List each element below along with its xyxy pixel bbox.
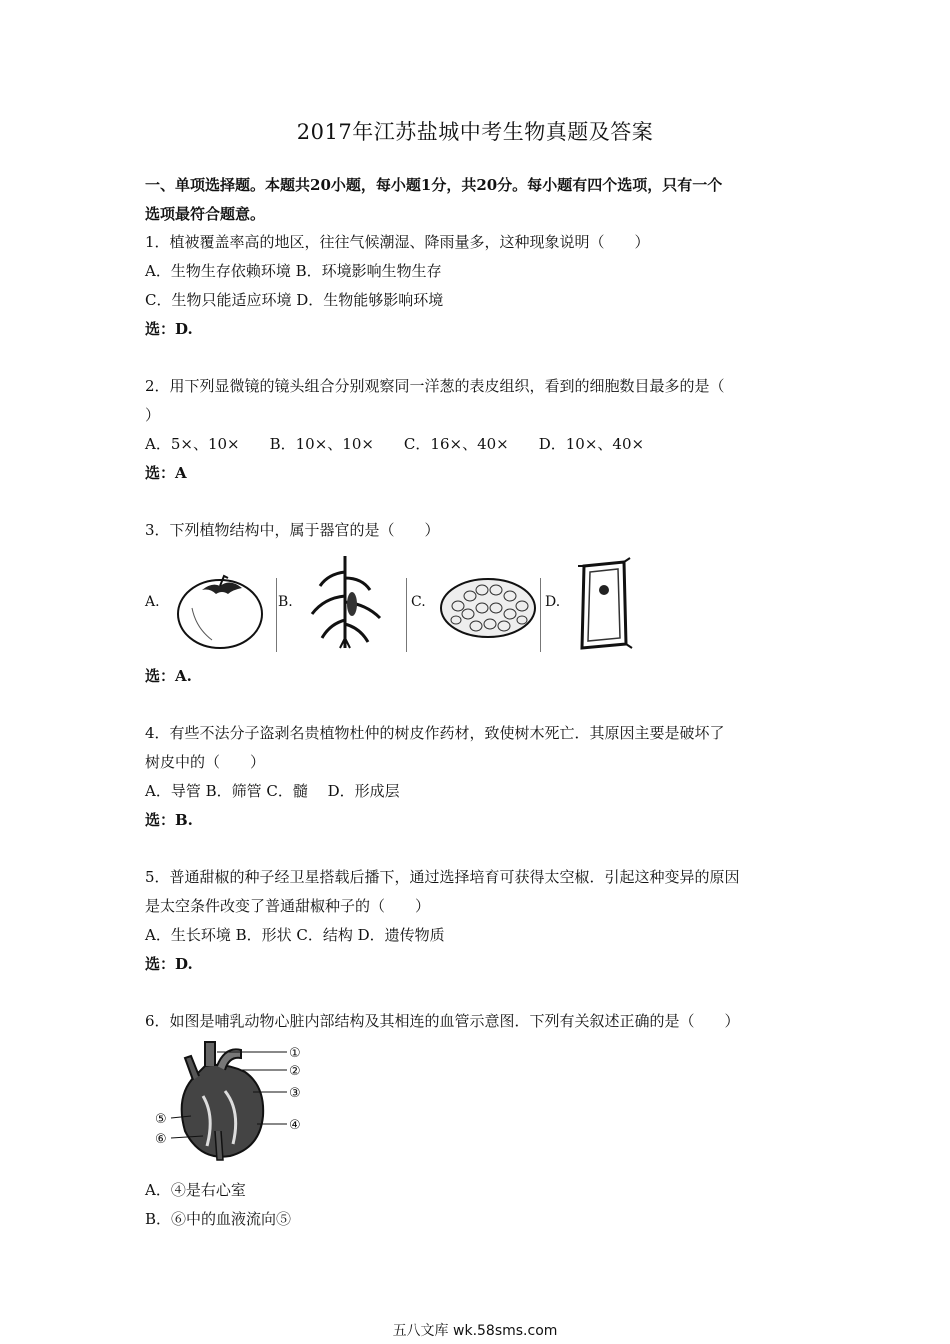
marker-3: ③ [289,1086,301,1101]
divider [540,578,541,652]
question-6-option-b: B．⑥中的血液流向⑤ [145,1210,292,1228]
marker-4: ④ [289,1118,301,1133]
footer-watermark: 五八文库 wk.58sms.com [392,1323,558,1339]
question-2-answer: 选：A [145,464,187,482]
option-c-label: C. [411,594,426,610]
question-5-options: A．生长环境 B．形状 C．结构 D．遗传物质 [145,926,445,944]
section-heading: 一、单项选择题。本题共20小题，每小题1分，共20分。每小题有四个选项，只有一个 [145,176,723,194]
corn-plant-illustration [300,552,390,652]
question-5-answer: 选：D. [145,955,193,973]
option-b-label: B. [278,594,293,610]
tissue-cells-illustration [438,576,538,640]
marker-6: ⑥ [155,1132,167,1147]
question-4-stem: 4．有些不法分子盗剥名贵植物杜仲的树皮作药材，致使树木死亡．其原因主要是破坏了 [145,724,725,742]
question-1-options-cd: C．生物只能适应环境 D．生物能够影响环境 [145,291,444,309]
marker-5: ⑤ [155,1112,167,1127]
question-4-stem-cont: 树皮中的（ ） [145,753,266,771]
question-2-options: A．5×、10× B．10×、10× C．16×、40× D．10×、40× [145,435,645,453]
question-3-answer: 选：A. [145,667,192,685]
question-1-stem: 1．植被覆盖率高的地区，往往气候潮湿、降雨量多，这种现象说明（ ） [145,233,650,251]
question-6-stem: 6．如图是哺乳动物心脏内部结构及其相连的血管示意图．下列有关叙述正确的是（ ） [145,1012,740,1030]
question-4-options: A．导管 B．筛管 C．髓 D．形成层 [145,782,400,800]
question-1-answer: 选：D. [145,320,193,338]
question-6-option-a: A．④是右心室 [145,1181,246,1199]
marker-2: ② [289,1064,301,1079]
question-5-stem-cont: 是太空条件改变了普通甜椒种子的（ ） [145,897,431,915]
marker-1: ① [289,1046,301,1061]
option-a-label: A. [145,594,160,610]
divider [406,578,407,652]
section-heading-cont: 选项最符合题意。 [145,205,266,223]
tomato-illustration [172,568,268,652]
question-5-stem: 5．普通甜椒的种子经卫星搭载后播下，通过选择培育可获得太空椒．引起这种变异的原因 [145,868,740,886]
page-title: 2017年江苏盐城中考生物真题及答案 [296,120,654,144]
heart-diagram [145,1036,315,1166]
divider [276,578,277,652]
question-2-stem-cont: ） [145,406,161,424]
option-d-label: D. [545,594,561,610]
plant-cell-illustration [574,556,634,652]
question-2-stem: 2．用下列显微镜的镜头组合分别观察同一洋葱的表皮组织，看到的细胞数目最多的是（ [145,377,725,395]
question-4-answer: 选：B. [145,811,193,829]
question-1-options-ab: A．生物生存依赖环境 B．环境影响生物生存 [145,262,442,280]
question-3-stem: 3．下列植物结构中，属于器官的是（ ） [145,521,440,539]
